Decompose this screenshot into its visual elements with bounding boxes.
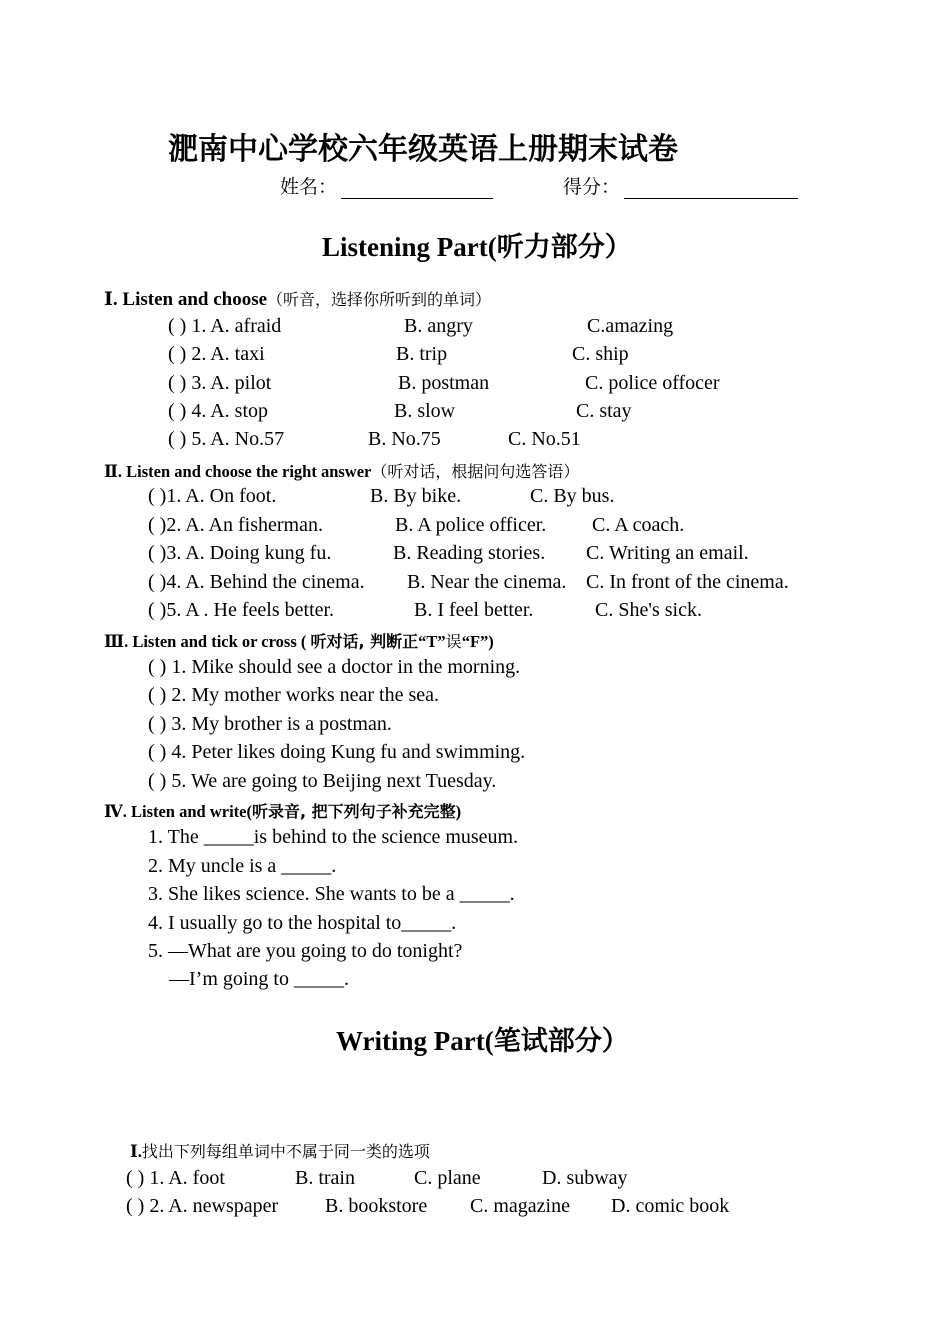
s2-q3-c: C. Writing an email. bbox=[586, 542, 749, 564]
s1-q2-c: C. ship bbox=[572, 343, 629, 365]
w1-q2-b: B. bookstore bbox=[325, 1195, 428, 1217]
s1-q3-c: C. police offocer bbox=[585, 372, 720, 394]
s1-q4-b: B. slow bbox=[394, 400, 456, 422]
section-3-instruction-2: 误 bbox=[445, 632, 462, 651]
name-line bbox=[280, 172, 493, 199]
writing-section-1-number: Ⅰ. bbox=[130, 1142, 142, 1161]
score-label: 得分： bbox=[563, 176, 621, 198]
s4-q2: 2. My uncle is a _____. bbox=[148, 855, 337, 877]
s2-q2: ( )2. A. An fisherman. bbox=[148, 514, 323, 536]
s2-q2-c: C. A coach. bbox=[592, 514, 685, 536]
s4-q5: 5. —What are you going to do tonight? bbox=[148, 940, 463, 962]
s4-q5-answer: —I’m going to _____. bbox=[169, 968, 349, 990]
w1-q2: ( ) 2. A. newspaper bbox=[126, 1195, 279, 1217]
section-2-title: Ⅱ. Listen and choose the right answer bbox=[104, 462, 372, 481]
s1-q5: ( ) 5. A. No.57 bbox=[168, 428, 285, 450]
s1-q1-b: B. angry bbox=[404, 315, 473, 337]
s1-q2: ( ) 2. A. taxi bbox=[168, 343, 265, 365]
s4-q4: 4. I usually go to the hospital to_____. bbox=[148, 912, 457, 934]
s1-q5-b: B. No.75 bbox=[368, 428, 441, 450]
s3-q3: ( ) 3. My brother is a postman. bbox=[148, 713, 392, 735]
section-1-number: Ⅰ. bbox=[104, 289, 123, 310]
section-3-t: “T” bbox=[418, 632, 446, 651]
listening-part-heading: Listening Part(听力部分） bbox=[322, 232, 632, 262]
writing-section-1-heading bbox=[130, 1139, 430, 1162]
section-1-title: Listen and choose bbox=[122, 289, 268, 310]
s1-q1-c: C.amazing bbox=[587, 315, 674, 337]
w1-q1-c: C. plane bbox=[414, 1167, 481, 1189]
s2-q4-c: C. In front of the cinema. bbox=[586, 571, 789, 593]
listening-section-3-heading bbox=[104, 629, 494, 652]
s1-q4: ( ) 4. A. stop bbox=[168, 400, 268, 422]
w1-q1-d: D. subway bbox=[542, 1167, 628, 1189]
listening-section-1-heading bbox=[104, 287, 491, 311]
s1-q3: ( ) 3. A. pilot bbox=[168, 372, 272, 394]
s3-q2: ( ) 2. My mother works near the sea. bbox=[148, 684, 440, 706]
s2-q4-b: B. Near the cinema. bbox=[407, 571, 567, 593]
s2-q5-c: C. She's sick. bbox=[595, 599, 702, 621]
page-title: 淝南中心学校六年级英语上册期末试卷 bbox=[168, 132, 678, 167]
section-2-instruction: （听对话，根据问句选答语） bbox=[371, 462, 580, 481]
s1-q5-c: C. No.51 bbox=[508, 428, 581, 450]
writing-section-1-instruction: 找出下列每组单词中不属于同一类的选项 bbox=[141, 1142, 430, 1161]
s1-q2-b: B. trip bbox=[396, 343, 448, 365]
s2-q5-b: B. I feel better. bbox=[414, 599, 534, 621]
s2-q4: ( )4. A. Behind the cinema. bbox=[148, 571, 365, 593]
listening-section-4-heading bbox=[104, 799, 461, 822]
name-label: 姓名： bbox=[280, 176, 338, 198]
s1-q4-c: C. stay bbox=[576, 400, 632, 422]
s1-q1: ( ) 1. A. afraid bbox=[168, 315, 282, 337]
s2-q3: ( )3. A. Doing kung fu. bbox=[148, 542, 332, 564]
section-1-instruction: （听音，选择你所听到的单词） bbox=[267, 290, 492, 309]
s3-q4: ( ) 4. Peter likes doing Kung fu and swimming. bbox=[148, 741, 526, 763]
s1-q3-b: B. postman bbox=[398, 372, 490, 394]
w1-q1-b: B. train bbox=[295, 1167, 355, 1189]
s4-q3: 3. She likes science. She wants to be a _____. bbox=[148, 883, 515, 905]
w1-q2-c: C. magazine bbox=[470, 1195, 570, 1217]
s2-q5: ( )5. A . He feels better. bbox=[148, 599, 335, 621]
section-3-f: “F”) bbox=[461, 632, 494, 651]
section-3-title: Ⅲ. Listen and tick or cross ( bbox=[104, 632, 311, 651]
name-blank[interactable] bbox=[341, 176, 493, 199]
s2-q1-b: B. By bike. bbox=[370, 485, 462, 507]
writing-part-heading: Writing Part(笔试部分） bbox=[336, 1026, 629, 1056]
s3-q5: ( ) 5. We are going to Beijing next Tuesday. bbox=[148, 770, 497, 792]
s4-q1: 1. The _____is behind to the science museum. bbox=[148, 826, 519, 848]
s2-q1-c: C. By bus. bbox=[530, 485, 615, 507]
s2-q3-b: B. Reading stories. bbox=[393, 542, 546, 564]
w1-q1: ( ) 1. A. foot bbox=[126, 1167, 225, 1189]
section-4-close: ) bbox=[455, 802, 462, 821]
section-4-instruction: 听录音, 把下列句子补充完整 bbox=[251, 802, 456, 821]
score-blank[interactable] bbox=[624, 176, 798, 199]
score-line bbox=[563, 172, 798, 199]
section-3-instruction: 听对话, 判断正 bbox=[310, 632, 419, 651]
listening-section-2-heading bbox=[104, 459, 579, 482]
section-4-title: Ⅳ. Listen and write( bbox=[104, 802, 252, 821]
w1-q2-d: D. comic book bbox=[611, 1195, 730, 1217]
s3-q1: ( ) 1. Mike should see a doctor in the morning. bbox=[148, 656, 521, 678]
s2-q2-b: B. A police officer. bbox=[395, 514, 547, 536]
s2-q1: ( )1. A. On foot. bbox=[148, 485, 277, 507]
